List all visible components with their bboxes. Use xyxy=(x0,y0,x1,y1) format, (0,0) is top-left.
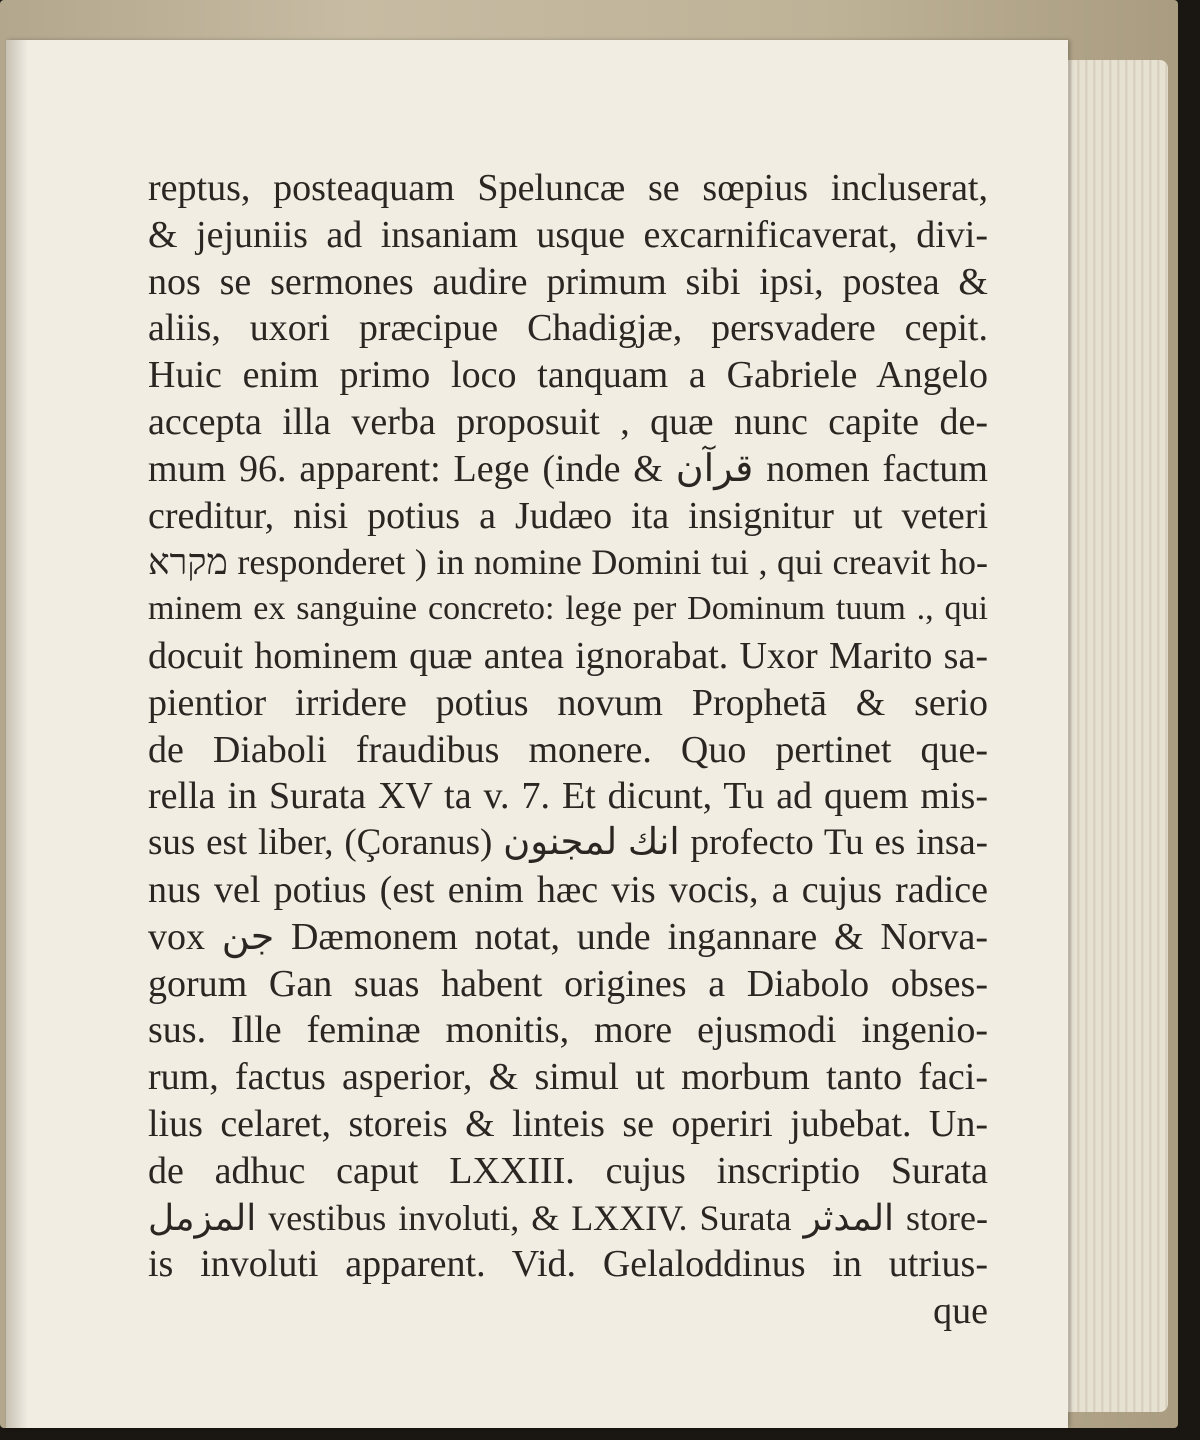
text-line: rella in Surata XV ta v. 7. Et dicunt, Tu ad quem mis- xyxy=(148,775,988,818)
text-line: sus. Ille feminæ monitis, more ejusmodi ingenio- xyxy=(148,1009,988,1052)
text-line: is involuti apparent. Vid. Gelaloddinus in utrius- xyxy=(148,1243,988,1286)
text-line: accepta illa verba proposuit , quæ nunc capite de- xyxy=(148,400,988,443)
text-line: & jejuniis ad insaniam usque excarnificaverat, divi- xyxy=(148,213,988,256)
text-line: mum 96. apparent: Lege (inde & قرآن nomen factum xyxy=(148,447,988,490)
text-line: rum, factus asperior, & simul ut morbum tanto faci- xyxy=(148,1056,988,1099)
text-line: de adhuc caput LXXIII. cujus inscriptio Surata xyxy=(148,1149,988,1192)
body-text xyxy=(148,165,988,1335)
text-line: gorum Gan suas habent origines a Diabolo obses- xyxy=(148,962,988,1005)
text-line: nos se sermones audire primum sibi ipsi, postea & xyxy=(148,260,988,303)
text-line: lius celaret, storeis & linteis se operiri jubebat. Un- xyxy=(148,1102,988,1145)
page-gutter-shadow xyxy=(6,40,28,1428)
catchword: que xyxy=(933,1290,988,1333)
text-line: nus vel potius (est enim hæc vis vocis, a cujus radice xyxy=(148,868,988,911)
book-page xyxy=(6,40,1068,1428)
text-line: المزمل vestibus involuti, & LXXIV. Surata المدثر store- xyxy=(148,1197,989,1238)
text-line: creditur, nisi potius a Judæo ita insignitur ut veteri xyxy=(148,494,988,537)
text-line: vox جن Dæmonem notat, unde ingannare & Norva- xyxy=(148,915,988,958)
text-line: sus est liber, (Çoranus) انك لمجنون profecto Tu es insa- xyxy=(148,822,988,864)
text-line: reptus, posteaquam Speluncæ se sœpius incluserat, xyxy=(148,167,988,209)
text-line: aliis, uxori præcipue Chadigjæ, persvadere cepit. xyxy=(148,307,988,350)
text-line: מקרא responderet ) in nomine Domini tui , qui creavit ho- xyxy=(148,542,988,583)
text-line: de Diaboli fraudibus monere. Quo pertinet que- xyxy=(148,728,988,771)
text-line: docuit hominem quæ antea ignorabat. Uxor Marito sa- xyxy=(148,634,988,677)
text-line: pientior irridere potius novum Prophetā & serio xyxy=(148,681,988,724)
text-line: minem ex sanguine concreto: lege per Dominum tuum ., qui xyxy=(148,590,988,628)
text-line: Huic enim primo loco tanquam a Gabriele Angelo xyxy=(148,354,988,397)
